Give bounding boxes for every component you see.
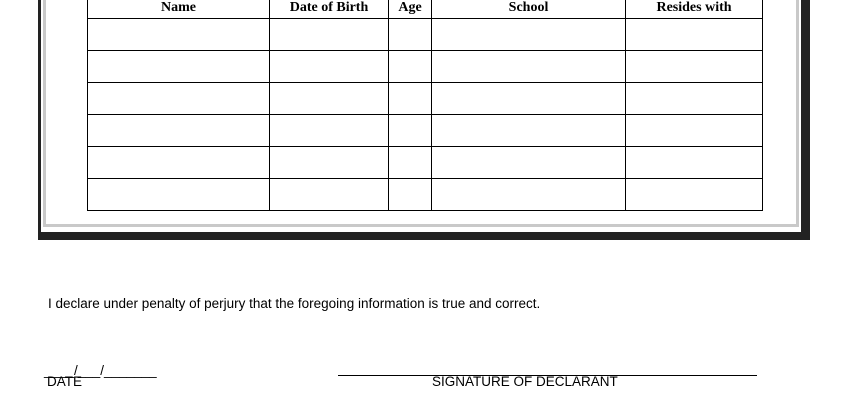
table-row <box>88 115 763 147</box>
header-school: School <box>432 0 626 19</box>
frame-shadow-right <box>804 0 810 240</box>
cell-age[interactable] <box>389 83 432 115</box>
header-resides-with: Resides with <box>626 0 763 19</box>
perjury-statement: I declare under penalty of perjury that the foregoing information is true and correct. <box>48 296 541 311</box>
table-row <box>88 51 763 83</box>
frame-shadow-bottom <box>38 235 810 240</box>
cell-name[interactable] <box>88 83 270 115</box>
cell-resides-with[interactable] <box>626 51 763 83</box>
cell-name[interactable] <box>88 179 270 211</box>
cell-age[interactable] <box>389 19 432 51</box>
cell-resides-with[interactable] <box>626 179 763 211</box>
cell-age[interactable] <box>389 147 432 179</box>
cell-school[interactable] <box>432 83 626 115</box>
cell-school[interactable] <box>432 19 626 51</box>
cell-school[interactable] <box>432 51 626 83</box>
cell-date-of-birth[interactable] <box>270 115 389 147</box>
cell-name[interactable] <box>88 19 270 51</box>
table-row <box>88 147 763 179</box>
cell-name[interactable] <box>88 51 270 83</box>
cell-age[interactable] <box>389 115 432 147</box>
cell-age[interactable] <box>389 179 432 211</box>
cell-date-of-birth[interactable] <box>270 179 389 211</box>
date-field[interactable]: ____/___/_______ <box>44 363 157 378</box>
cell-school[interactable] <box>432 115 626 147</box>
table-header-row <box>88 0 763 19</box>
cell-resides-with[interactable] <box>626 19 763 51</box>
cell-name[interactable] <box>88 115 270 147</box>
cell-date-of-birth[interactable] <box>270 51 389 83</box>
children-table <box>87 0 763 211</box>
header-date-of-birth: Date of Birth <box>270 0 389 19</box>
table-row <box>88 179 763 211</box>
table-row <box>88 83 763 115</box>
cell-school[interactable] <box>432 179 626 211</box>
cell-age[interactable] <box>389 51 432 83</box>
header-name: Name <box>88 0 270 19</box>
cell-name[interactable] <box>88 147 270 179</box>
cell-resides-with[interactable] <box>626 147 763 179</box>
cell-date-of-birth[interactable] <box>270 83 389 115</box>
cell-date-of-birth[interactable] <box>270 19 389 51</box>
cell-resides-with[interactable] <box>626 115 763 147</box>
table-row <box>88 19 763 51</box>
cell-resides-with[interactable] <box>626 83 763 115</box>
cell-date-of-birth[interactable] <box>270 147 389 179</box>
signature-label: SIGNATURE OF DECLARANT <box>432 374 618 389</box>
date-label: DATE <box>47 374 83 389</box>
cell-school[interactable] <box>432 147 626 179</box>
header-age: Age <box>389 0 432 19</box>
